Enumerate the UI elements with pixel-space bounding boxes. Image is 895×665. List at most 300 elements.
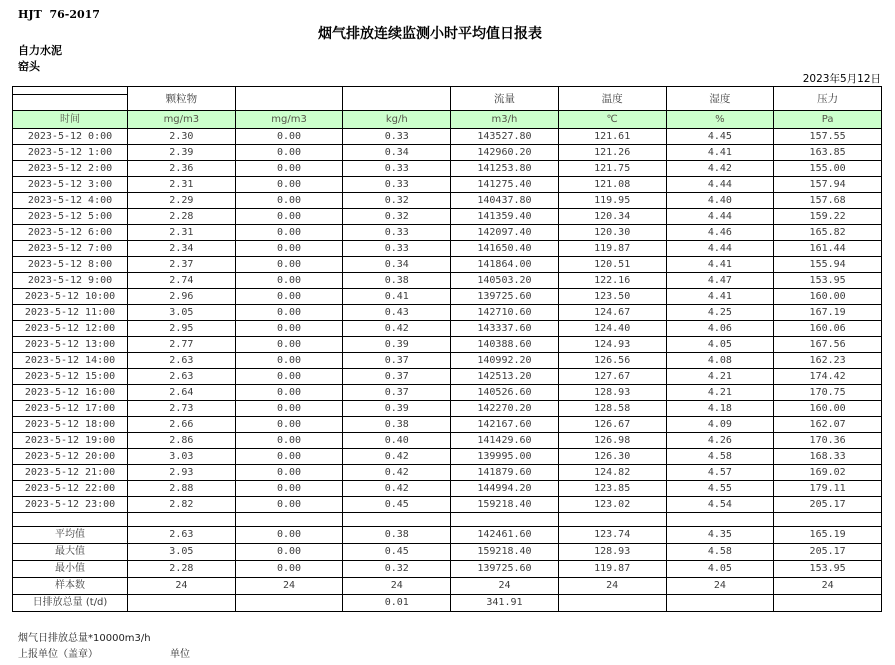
value-cell: 157.94 (774, 177, 882, 193)
reporting-unit-label: 上报单位（盖章） (18, 649, 98, 660)
value-cell: 0.00 (235, 417, 343, 433)
summary-row (13, 578, 882, 595)
value-cell: 119.87 (558, 561, 666, 578)
value-cell: 4.09 (666, 417, 774, 433)
spacer-cell (774, 513, 882, 527)
value-cell: 2.64 (128, 385, 236, 401)
time-cell: 2023-5-12 2:00 (13, 161, 128, 177)
value-cell: 0.00 (235, 209, 343, 225)
time-cell: 2023-5-12 20:00 (13, 449, 128, 465)
time-cell: 2023-5-12 15:00 (13, 369, 128, 385)
table-row (13, 209, 882, 225)
value-cell: 0.32 (343, 561, 451, 578)
spacer-cell (235, 513, 343, 527)
group-header-time-blank (13, 87, 128, 95)
summary-label: 样本数 (13, 578, 128, 595)
summary-row (13, 561, 882, 578)
value-cell: 142960.20 (451, 145, 559, 161)
time-cell: 2023-5-12 1:00 (13, 145, 128, 161)
value-cell: 0.38 (343, 417, 451, 433)
value-cell: 153.95 (774, 561, 882, 578)
value-cell: 2.63 (128, 369, 236, 385)
value-cell: 0.00 (235, 337, 343, 353)
value-cell: 126.67 (558, 417, 666, 433)
value-cell: 0.00 (235, 433, 343, 449)
value-cell: 161.44 (774, 241, 882, 257)
value-cell: 4.47 (666, 273, 774, 289)
value-cell: 0.00 (235, 465, 343, 481)
value-cell: 141864.00 (451, 257, 559, 273)
value-cell: 2.95 (128, 321, 236, 337)
value-cell: 119.87 (558, 241, 666, 257)
value-cell: 0.41 (343, 289, 451, 305)
report-title: 烟气排放连续监测小时平均值日报表 (318, 26, 542, 42)
value-cell: 2.28 (128, 561, 236, 578)
value-cell: 142270.20 (451, 401, 559, 417)
value-cell: 0.33 (343, 161, 451, 177)
value-cell: 159218.40 (451, 544, 559, 561)
value-cell: 162.23 (774, 353, 882, 369)
time-cell: 2023-5-12 8:00 (13, 257, 128, 273)
value-cell: 139725.60 (451, 289, 559, 305)
value-cell: 4.46 (666, 225, 774, 241)
value-cell: 126.56 (558, 353, 666, 369)
value-cell: 141429.60 (451, 433, 559, 449)
value-cell: 123.85 (558, 481, 666, 497)
value-cell: 0.00 (235, 385, 343, 401)
value-cell: 24 (128, 578, 236, 595)
value-cell: 141879.60 (451, 465, 559, 481)
value-cell: 2.96 (128, 289, 236, 305)
value-cell: 2.73 (128, 401, 236, 417)
value-cell: 139995.00 (451, 449, 559, 465)
value-cell: 0.32 (343, 193, 451, 209)
value-cell: 0.00 (235, 369, 343, 385)
value-cell: 155.94 (774, 257, 882, 273)
value-cell: 0.00 (235, 353, 343, 369)
unit-header-percent: % (666, 111, 774, 129)
value-cell: 4.54 (666, 497, 774, 513)
value-cell: 0.00 (235, 289, 343, 305)
value-cell: 0.37 (343, 353, 451, 369)
value-cell: 4.06 (666, 321, 774, 337)
value-cell: 160.06 (774, 321, 882, 337)
value-cell: 0.00 (235, 129, 343, 145)
monitoring-point-name: 窑头 (18, 60, 40, 73)
value-cell: 2.88 (128, 481, 236, 497)
summary-row (13, 595, 882, 612)
time-cell: 2023-5-12 21:00 (13, 465, 128, 481)
value-cell: 0.42 (343, 321, 451, 337)
value-cell: 4.18 (666, 401, 774, 417)
spacer-cell (128, 513, 236, 527)
table-row (13, 305, 882, 321)
value-cell: 170.75 (774, 385, 882, 401)
group-header-blank-1 (235, 87, 343, 111)
value-cell: 0.37 (343, 369, 451, 385)
time-cell: 2023-5-12 19:00 (13, 433, 128, 449)
value-cell: 124.40 (558, 321, 666, 337)
value-cell: 0.00 (235, 497, 343, 513)
time-cell: 2023-5-12 4:00 (13, 193, 128, 209)
standard-number: HJT 76-2017 (18, 8, 100, 21)
value-cell: 24 (235, 578, 343, 595)
time-cell: 2023-5-12 17:00 (13, 401, 128, 417)
value-cell: 3.05 (128, 305, 236, 321)
value-cell: 0.00 (235, 527, 343, 544)
value-cell: 0.39 (343, 337, 451, 353)
value-cell: 4.05 (666, 561, 774, 578)
value-cell: 141650.40 (451, 241, 559, 257)
value-cell: 4.45 (666, 129, 774, 145)
value-cell: 4.44 (666, 209, 774, 225)
time-cell: 2023-5-12 11:00 (13, 305, 128, 321)
time-cell: 2023-5-12 0:00 (13, 129, 128, 145)
summary-row (13, 544, 882, 561)
table-row (13, 385, 882, 401)
value-cell (558, 595, 666, 612)
value-cell: 165.82 (774, 225, 882, 241)
value-cell: 144994.20 (451, 481, 559, 497)
table-row (13, 273, 882, 289)
unit-header-time: 时间 (13, 111, 128, 129)
value-cell: 0.38 (343, 527, 451, 544)
value-cell (235, 595, 343, 612)
value-cell: 0.45 (343, 544, 451, 561)
value-cell: 4.26 (666, 433, 774, 449)
time-cell: 2023-5-12 6:00 (13, 225, 128, 241)
value-cell: 2.82 (128, 497, 236, 513)
group-header-blank-2 (343, 87, 451, 111)
value-cell: 2.74 (128, 273, 236, 289)
value-cell: 120.51 (558, 257, 666, 273)
value-cell (666, 595, 774, 612)
value-cell: 2.86 (128, 433, 236, 449)
value-cell: 160.00 (774, 289, 882, 305)
value-cell: 2.30 (128, 129, 236, 145)
value-cell: 119.95 (558, 193, 666, 209)
table-row (13, 417, 882, 433)
value-cell: 142097.40 (451, 225, 559, 241)
spacer-cell (343, 513, 451, 527)
value-cell: 4.41 (666, 257, 774, 273)
group-header-pressure: 压力 (774, 87, 882, 111)
value-cell: 2.63 (128, 527, 236, 544)
value-cell: 2.77 (128, 337, 236, 353)
value-cell: 128.58 (558, 401, 666, 417)
value-cell: 4.21 (666, 385, 774, 401)
value-cell: 0.39 (343, 401, 451, 417)
value-cell: 0.00 (235, 401, 343, 417)
value-cell: 157.68 (774, 193, 882, 209)
summary-row (13, 527, 882, 544)
spacer-cell (558, 513, 666, 527)
summary-label: 平均值 (13, 527, 128, 544)
time-cell: 2023-5-12 12:00 (13, 321, 128, 337)
group-header-humidity: 湿度 (666, 87, 774, 111)
unit-header-mgm3-2: mg/m3 (235, 111, 343, 129)
report-table (12, 86, 882, 612)
header-rows (13, 87, 882, 129)
value-cell: 0.00 (235, 481, 343, 497)
value-cell: 0.42 (343, 465, 451, 481)
unit-header-kgh: kg/h (343, 111, 451, 129)
table-row (13, 497, 882, 513)
value-cell: 341.91 (451, 595, 559, 612)
group-header-time-blank-2 (13, 95, 128, 111)
value-cell: 2.93 (128, 465, 236, 481)
table-row (13, 449, 882, 465)
unit-header-row (13, 111, 882, 129)
value-cell: 4.41 (666, 289, 774, 305)
time-cell: 2023-5-12 22:00 (13, 481, 128, 497)
value-cell: 2.34 (128, 241, 236, 257)
value-cell: 127.67 (558, 369, 666, 385)
value-cell: 128.93 (558, 544, 666, 561)
value-cell: 0.00 (235, 241, 343, 257)
value-cell: 157.55 (774, 129, 882, 145)
value-cell: 174.42 (774, 369, 882, 385)
value-cell: 169.02 (774, 465, 882, 481)
value-cell: 122.16 (558, 273, 666, 289)
value-cell: 0.00 (235, 321, 343, 337)
table-row (13, 289, 882, 305)
value-cell: 0.34 (343, 257, 451, 273)
value-cell: 0.00 (235, 273, 343, 289)
value-cell: 140437.80 (451, 193, 559, 209)
value-cell: 4.05 (666, 337, 774, 353)
time-cell: 2023-5-12 23:00 (13, 497, 128, 513)
table-row (13, 433, 882, 449)
value-cell: 2.31 (128, 177, 236, 193)
value-cell: 0.00 (235, 544, 343, 561)
group-header-temperature: 温度 (558, 87, 666, 111)
spacer-cell (13, 513, 128, 527)
value-cell (774, 595, 882, 612)
value-cell: 24 (774, 578, 882, 595)
value-cell: 2.28 (128, 209, 236, 225)
time-cell: 2023-5-12 9:00 (13, 273, 128, 289)
value-cell: 4.57 (666, 465, 774, 481)
value-cell: 2.37 (128, 257, 236, 273)
value-cell: 0.00 (235, 305, 343, 321)
value-cell: 121.26 (558, 145, 666, 161)
value-cell: 0.45 (343, 497, 451, 513)
value-cell: 124.82 (558, 465, 666, 481)
value-cell: 0.40 (343, 433, 451, 449)
value-cell: 2.36 (128, 161, 236, 177)
value-cell: 3.05 (128, 544, 236, 561)
value-cell: 0.01 (343, 595, 451, 612)
table-row (13, 177, 882, 193)
value-cell: 159218.40 (451, 497, 559, 513)
value-cell (128, 595, 236, 612)
table-row (13, 337, 882, 353)
summary-label: 最小值 (13, 561, 128, 578)
value-cell: 123.02 (558, 497, 666, 513)
data-rows (13, 129, 882, 513)
value-cell: 24 (666, 578, 774, 595)
table-row (13, 241, 882, 257)
value-cell: 0.32 (343, 209, 451, 225)
value-cell: 143337.60 (451, 321, 559, 337)
table-row (13, 161, 882, 177)
value-cell: 2.66 (128, 417, 236, 433)
unit-header-pa: Pa (774, 111, 882, 129)
table-row (13, 353, 882, 369)
time-cell: 2023-5-12 16:00 (13, 385, 128, 401)
value-cell: 4.41 (666, 145, 774, 161)
value-cell: 4.42 (666, 161, 774, 177)
value-cell: 162.07 (774, 417, 882, 433)
report-date: 2023年5月12日 (802, 73, 881, 85)
summary-label: 最大值 (13, 544, 128, 561)
value-cell: 143527.80 (451, 129, 559, 145)
summary-label: 日排放总量 (t/d) (13, 595, 128, 612)
value-cell: 140503.20 (451, 273, 559, 289)
value-cell: 140388.60 (451, 337, 559, 353)
value-cell: 2.31 (128, 225, 236, 241)
value-cell: 0.00 (235, 561, 343, 578)
value-cell: 2.29 (128, 193, 236, 209)
value-cell: 163.85 (774, 145, 882, 161)
value-cell: 0.43 (343, 305, 451, 321)
value-cell: 140526.60 (451, 385, 559, 401)
value-cell: 120.34 (558, 209, 666, 225)
value-cell: 139725.60 (451, 561, 559, 578)
value-cell: 142513.20 (451, 369, 559, 385)
value-cell: 0.00 (235, 193, 343, 209)
value-cell: 126.98 (558, 433, 666, 449)
value-cell: 179.11 (774, 481, 882, 497)
value-cell: 141253.80 (451, 161, 559, 177)
value-cell: 4.08 (666, 353, 774, 369)
time-cell: 2023-5-12 7:00 (13, 241, 128, 257)
time-cell: 2023-5-12 3:00 (13, 177, 128, 193)
value-cell: 123.74 (558, 527, 666, 544)
table-row (13, 225, 882, 241)
value-cell: 0.00 (235, 177, 343, 193)
table-row (13, 401, 882, 417)
value-cell: 120.30 (558, 225, 666, 241)
value-cell: 205.17 (774, 497, 882, 513)
value-cell: 24 (451, 578, 559, 595)
time-cell: 2023-5-12 5:00 (13, 209, 128, 225)
value-cell: 4.55 (666, 481, 774, 497)
value-cell: 167.19 (774, 305, 882, 321)
company-name: 自力水泥 (18, 44, 62, 57)
value-cell: 168.33 (774, 449, 882, 465)
value-cell: 141359.40 (451, 209, 559, 225)
table-row (13, 257, 882, 273)
time-cell: 2023-5-12 18:00 (13, 417, 128, 433)
value-cell: 159.22 (774, 209, 882, 225)
unit-header-mgm3-1: mg/m3 (128, 111, 236, 129)
value-cell: 0.42 (343, 449, 451, 465)
value-cell: 123.50 (558, 289, 666, 305)
value-cell: 0.00 (235, 257, 343, 273)
value-cell: 24 (558, 578, 666, 595)
value-cell: 141275.40 (451, 177, 559, 193)
value-cell: 124.67 (558, 305, 666, 321)
value-cell: 124.93 (558, 337, 666, 353)
group-header-pm: 颗粒物 (128, 87, 236, 111)
value-cell: 121.08 (558, 177, 666, 193)
time-cell: 2023-5-12 14:00 (13, 353, 128, 369)
time-cell: 2023-5-12 10:00 (13, 289, 128, 305)
value-cell: 24 (343, 578, 451, 595)
value-cell: 0.33 (343, 129, 451, 145)
value-cell: 0.00 (235, 145, 343, 161)
value-cell: 0.00 (235, 449, 343, 465)
value-cell: 142710.60 (451, 305, 559, 321)
value-cell: 0.33 (343, 177, 451, 193)
value-cell: 160.00 (774, 401, 882, 417)
table-row (13, 465, 882, 481)
value-cell: 155.00 (774, 161, 882, 177)
footer-note: 烟气日排放总量*10000m3/h (18, 633, 151, 644)
value-cell: 2.63 (128, 353, 236, 369)
value-cell: 4.58 (666, 544, 774, 561)
value-cell: 0.33 (343, 241, 451, 257)
value-cell: 4.44 (666, 177, 774, 193)
unit-label: 单位 (170, 649, 190, 660)
table-row (13, 481, 882, 497)
value-cell: 0.00 (235, 161, 343, 177)
value-cell: 140992.20 (451, 353, 559, 369)
value-cell: 0.38 (343, 273, 451, 289)
value-cell: 0.34 (343, 145, 451, 161)
spacer-row (13, 513, 882, 527)
table-row (13, 193, 882, 209)
value-cell: 4.25 (666, 305, 774, 321)
value-cell: 4.35 (666, 527, 774, 544)
value-cell: 0.00 (235, 225, 343, 241)
table-row (13, 145, 882, 161)
unit-header-m3h: m3/h (451, 111, 559, 129)
value-cell: 121.61 (558, 129, 666, 145)
value-cell: 0.37 (343, 385, 451, 401)
spacer-cell (666, 513, 774, 527)
group-header-flow: 流量 (451, 87, 559, 111)
value-cell: 205.17 (774, 544, 882, 561)
value-cell: 3.03 (128, 449, 236, 465)
value-cell: 4.44 (666, 241, 774, 257)
value-cell: 165.19 (774, 527, 882, 544)
value-cell: 0.42 (343, 481, 451, 497)
value-cell: 170.36 (774, 433, 882, 449)
value-cell: 4.40 (666, 193, 774, 209)
value-cell: 2.39 (128, 145, 236, 161)
value-cell: 0.33 (343, 225, 451, 241)
spacer-cell (451, 513, 559, 527)
summary-rows (13, 527, 882, 612)
value-cell: 4.21 (666, 369, 774, 385)
value-cell: 142167.60 (451, 417, 559, 433)
table-row (13, 129, 882, 145)
value-cell: 128.93 (558, 385, 666, 401)
value-cell: 142461.60 (451, 527, 559, 544)
unit-header-celsius: ℃ (558, 111, 666, 129)
value-cell: 126.30 (558, 449, 666, 465)
value-cell: 121.75 (558, 161, 666, 177)
group-header-row (13, 87, 882, 95)
table-row (13, 369, 882, 385)
time-cell: 2023-5-12 13:00 (13, 337, 128, 353)
spacer-rows (13, 513, 882, 527)
table-row (13, 321, 882, 337)
value-cell: 4.58 (666, 449, 774, 465)
